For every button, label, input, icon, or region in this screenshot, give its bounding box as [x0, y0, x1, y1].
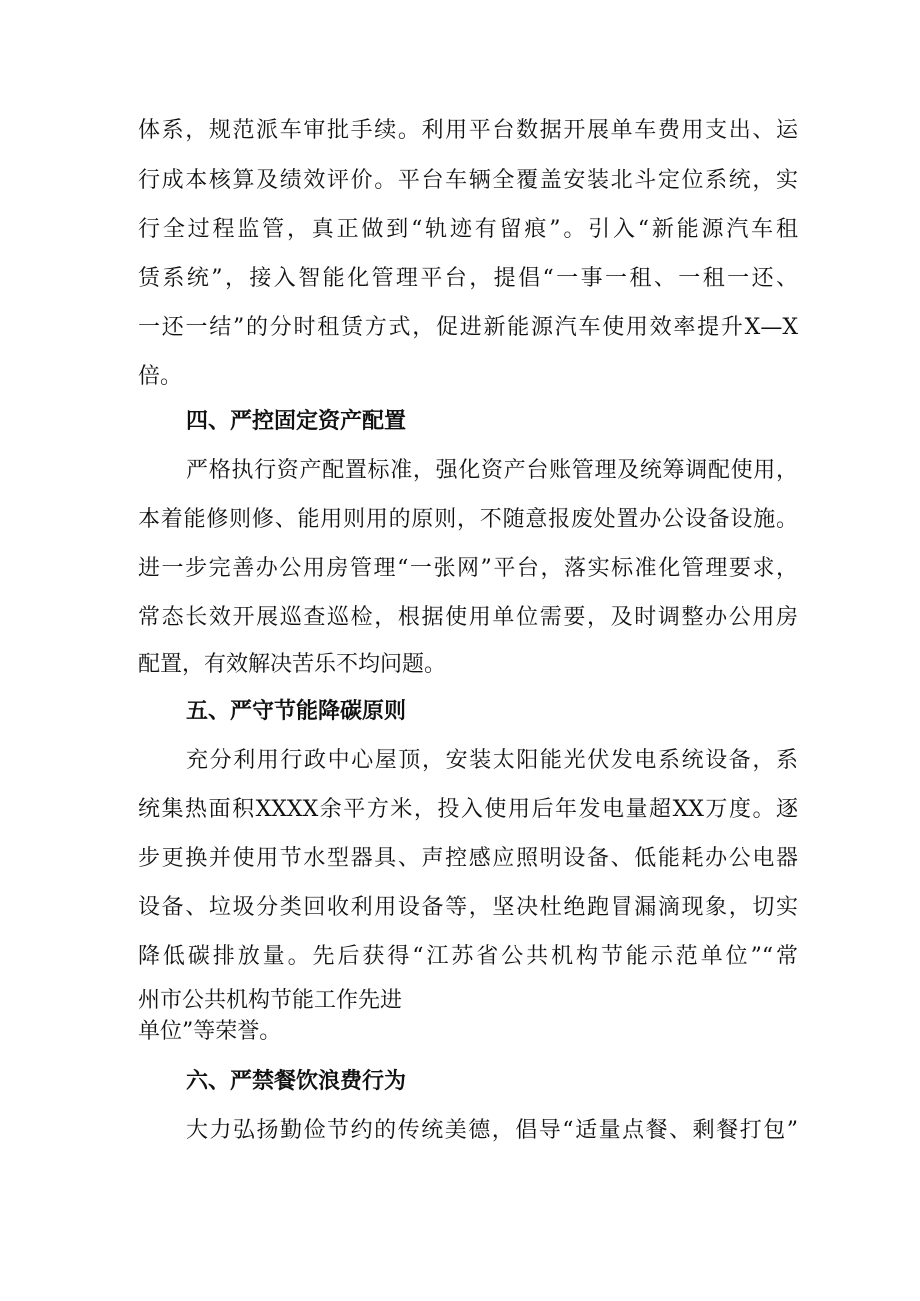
- paragraph-line: 设备、垃圾分类回收利用设备等，坚决杜绝跑冒漏滴现象，切实: [138, 895, 798, 920]
- paragraph-line: 单位”等荣誉。: [138, 1019, 282, 1044]
- paragraph-line: 体系，规范派车审批手续。利用平台数据开展单车费用支出、运: [138, 118, 798, 143]
- paragraph-line: 本着能修则修、能用则用的原则，不随意报废处置办公设备设施。: [138, 507, 798, 532]
- paragraph-line: 严格执行资产配置标准，强化资产台账管理及统筹调配使用，: [186, 458, 798, 483]
- paragraph-line: 赁系统”，接入智能化管理平台，提倡“一事一租、一租一还、: [138, 266, 798, 291]
- paragraph-line: 一还一结”的分时租赁方式，促进新能源汽车使用效率提升X—X: [138, 315, 798, 340]
- paragraph-line: 行全过程监管，真正做到“轨迹有留痕”。引入“新能源汽车租: [138, 217, 798, 242]
- paragraph-line: 大力弘扬勤俭节约的传统美德，倡导“适量点餐、剩餐打包”: [186, 1118, 798, 1143]
- paragraph-line: 常态长效开展巡查巡检，根据使用单位需要，及时调整办公用房: [138, 605, 798, 630]
- section-heading: 五、严守节能降碳原则: [186, 699, 407, 724]
- paragraph-line: 充分利用行政中心屋顶，安装太阳能光伏发电系统设备，系: [186, 748, 798, 773]
- paragraph-line: 步更换并使用节水型器具、声控感应照明设备、低能耗办公电器: [138, 846, 798, 871]
- paragraph-line: 降低碳排放量。先后获得“江苏省公共机构节能示范单位”“常: [138, 944, 798, 969]
- paragraph-line: 进一步完善办公用房管理“一张网”平台，落实标准化管理要求，: [138, 556, 798, 581]
- paragraph-line: 配置，有效解决苦乐不均问题。: [138, 652, 447, 677]
- section-heading: 四、严控固定资产配置: [186, 409, 407, 434]
- paragraph-line: 州市公共机构节能工作先进: [138, 988, 403, 1013]
- section-heading: 六、严禁餐饮浪费行为: [186, 1069, 407, 1094]
- paragraph-line: 行成本核算及绩效评价。平台车辆全覆盖安装北斗定位系统，实: [138, 168, 798, 193]
- paragraph-line: 倍。: [138, 364, 183, 389]
- paragraph-line: 统集热面积XXXX余平方米，投入使用后年发电量超XX万度。逐: [138, 797, 798, 822]
